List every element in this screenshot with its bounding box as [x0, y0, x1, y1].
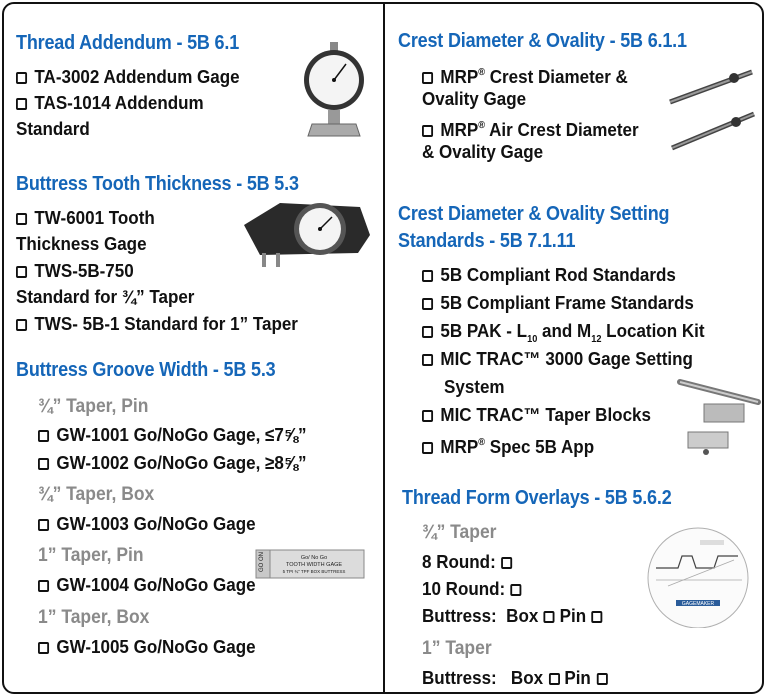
overlay-logo-text: GAGEMAKER — [681, 601, 715, 607]
groove-gage-image — [252, 546, 370, 582]
setting-item-mictrac3000[interactable]: MIC TRAC™ 3000 Gage Setting — [422, 348, 693, 370]
checkbox[interactable] — [38, 580, 49, 592]
checkbox[interactable] — [38, 642, 49, 654]
groove-item-gw1003[interactable]: GW-1003 Go/NoGo Gage — [38, 513, 256, 535]
crest-item-mrp-air[interactable]: MRP® Air Crest Diameter — [422, 115, 639, 141]
taper-block-image — [676, 374, 762, 458]
groove-item-gw1005[interactable]: GW-1005 Go/NoGo Gage — [38, 636, 256, 658]
gage-label-2: TOOTH WIDTH GAGE — [285, 562, 343, 568]
crest-heading: Crest Diameter & Ovality - 5B 6.1.1 — [398, 30, 687, 52]
checkbox[interactable] — [549, 673, 560, 685]
overlays-8round[interactable]: 8 Round: — [422, 551, 512, 573]
groove-sub-34-box: ¾” Taper, Box — [38, 484, 155, 505]
groove-item-gw1002[interactable]: GW-1002 Go/NoGo Gage, ≥8⅝” — [38, 452, 307, 474]
gage-side-label: GO ON — [259, 551, 265, 572]
overlays-sub-34: ¾” Taper — [422, 522, 497, 543]
checkbox[interactable] — [422, 270, 433, 282]
addendum-item-tas1014-cont: Standard — [16, 118, 90, 139]
checkbox[interactable] — [544, 611, 555, 623]
tooth-thickness-gage-image — [240, 195, 374, 275]
setting-item-rod[interactable]: 5B Compliant Rod Standards — [422, 264, 676, 286]
groove-sub-1-box: 1” Taper, Box — [38, 607, 150, 628]
addendum-item-ta3002[interactable]: TA-3002 Addendum Gage — [16, 66, 240, 88]
checkbox[interactable] — [38, 430, 49, 442]
checkbox[interactable] — [422, 125, 433, 137]
crest-item-mrp-air-cont: & Ovality Gage — [422, 141, 544, 162]
tooth-item-tws750[interactable]: TWS-5B-750 — [16, 260, 134, 282]
groove-item-gw1004[interactable]: GW-1004 Go/NoGo Gage — [38, 574, 256, 596]
checkbox[interactable] — [422, 354, 433, 366]
setting-heading-line1: Crest Diameter & Ovality Setting — [398, 203, 670, 225]
overlays-sub-1: 1” Taper — [422, 638, 492, 659]
checkbox[interactable] — [422, 326, 433, 338]
groove-heading: Buttress Groove Width - 5B 5.3 — [16, 359, 276, 381]
checkbox[interactable] — [596, 673, 607, 685]
checkbox[interactable] — [422, 410, 433, 422]
checkbox[interactable] — [16, 266, 27, 278]
addendum-gage-image — [298, 40, 370, 140]
checkbox[interactable] — [511, 584, 522, 596]
tooth-item-tw6001-cont: Thickness Gage — [16, 233, 147, 254]
checkbox[interactable] — [422, 72, 433, 84]
crest-gage-image — [664, 62, 760, 154]
setting-item-frame[interactable]: 5B Compliant Frame Standards — [422, 292, 694, 314]
tooth-item-tws5b1[interactable]: TWS- 5B-1 Standard for 1” Taper — [16, 313, 298, 335]
gage-label-1: Go/ No Go — [300, 555, 328, 561]
thread-overlay-image — [638, 520, 760, 628]
groove-sub-1-pin: 1” Taper, Pin — [38, 545, 144, 566]
crest-item-mrp-cont: Ovality Gage — [422, 88, 527, 109]
overlays-heading: Thread Form Overlays - 5B 5.6.2 — [402, 487, 672, 509]
checkbox[interactable] — [422, 298, 433, 310]
checkbox[interactable] — [16, 72, 27, 84]
column-divider — [383, 2, 385, 694]
checkbox[interactable] — [38, 458, 49, 470]
checkbox[interactable] — [501, 557, 512, 569]
addendum-heading: Thread Addendum - 5B 6.1 — [16, 32, 240, 54]
checkbox[interactable] — [16, 98, 27, 110]
groove-item-gw1001[interactable]: GW-1001 Go/NoGo Gage, ≤7⅝” — [38, 424, 307, 446]
groove-sub-34-pin: ¾” Taper, Pin — [38, 396, 149, 417]
checkbox[interactable] — [38, 519, 49, 531]
setting-item-mictrac3000-cont: System — [444, 376, 505, 397]
setting-heading-line2: Standards - 5B 7.1.11 — [398, 230, 576, 252]
setting-item-spec5b-app[interactable]: MRP® Spec 5B App — [422, 432, 594, 458]
gage-label-3: 5 TPI ¾” TPF BOX BUTTRESS — [282, 569, 346, 574]
setting-item-taper-blocks[interactable]: MIC TRAC™ Taper Blocks — [422, 404, 651, 426]
crest-item-mrp[interactable]: MRP® Crest Diameter & — [422, 62, 628, 88]
checkbox[interactable] — [16, 213, 27, 225]
tooth-heading: Buttress Tooth Thickness - 5B 5.3 — [16, 173, 299, 195]
overlays-buttress-34[interactable]: Buttress: Box Pin — [422, 605, 603, 627]
overlays-10round[interactable]: 10 Round: — [422, 578, 522, 600]
overlays-buttress-1[interactable]: Buttress: Box Pin — [422, 667, 607, 689]
addendum-item-tas1014[interactable]: TAS-1014 Addendum — [16, 92, 204, 114]
tooth-item-tw6001[interactable]: TW-6001 Tooth — [16, 207, 155, 229]
tooth-item-tws750-cont: Standard for ¾” Taper — [16, 286, 195, 307]
setting-item-5bpak[interactable]: 5B PAK - $L_{10}$ and $M_{12}$ Location Kit — [422, 320, 705, 351]
checkbox[interactable] — [16, 319, 27, 331]
checkbox[interactable] — [422, 442, 433, 454]
checkbox[interactable] — [592, 611, 603, 623]
